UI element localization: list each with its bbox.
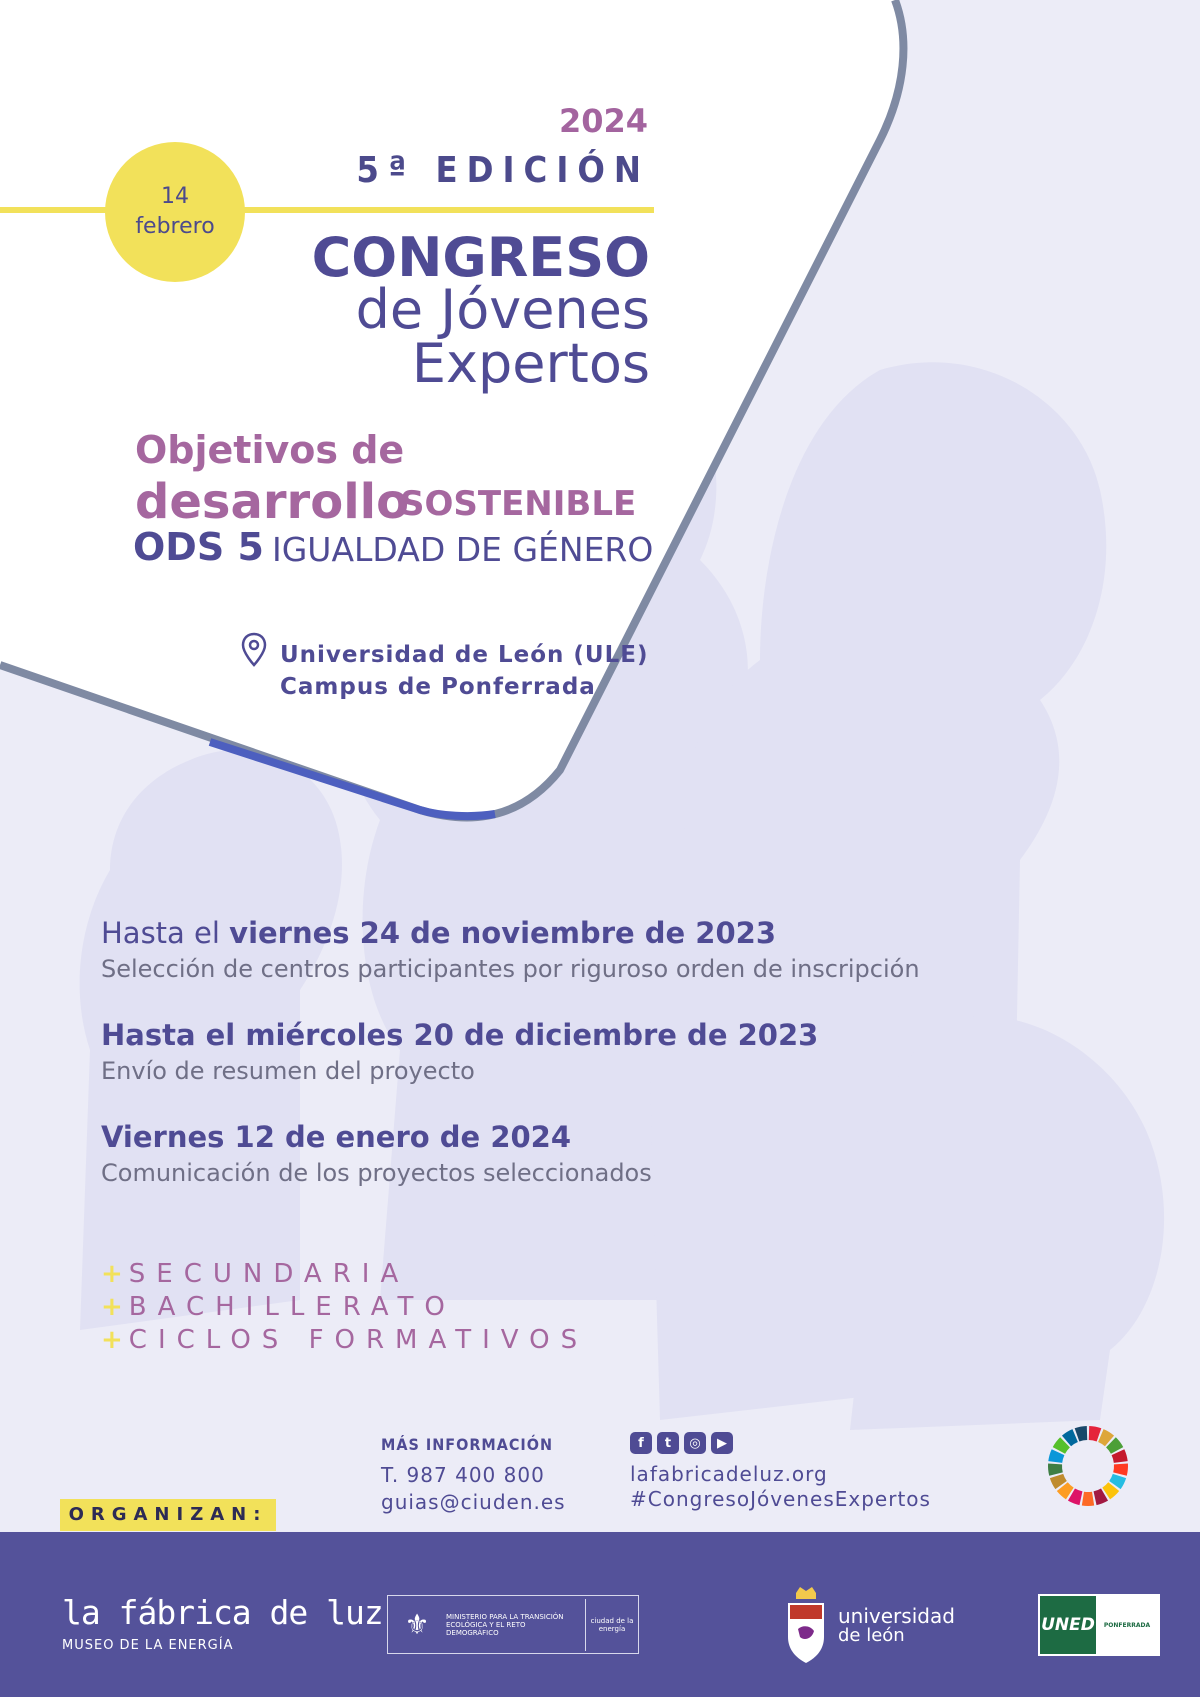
deadline-3-desc: Comunicación de los proyectos seleccionados [101,1159,652,1187]
fabrica-logo-sub: MUSEO DE LA ENERGÍA [62,1638,234,1653]
deadline-1-date: viernes 24 de noviembre de 2023 [229,916,776,950]
ministry-logo [387,1595,639,1654]
ule-crest-icon [784,1585,828,1665]
ule-logo-line-2: de león [838,1625,905,1646]
deadline-1-heading [101,916,776,950]
twitter-icon[interactable]: t [657,1432,679,1454]
uned-logo-sub: PONFERRADA [1096,1596,1158,1654]
social-icons [630,1432,733,1454]
level-label: BACHILLERATO [128,1292,456,1322]
theme-line-2b: SOSTENIBLE [400,484,637,524]
level-item [101,1292,456,1322]
sdg-wheel-segment [1048,1464,1063,1476]
ministry-text: MINISTERIO PARA LA TRANSICIÓN ECOLÓGICA Y EL RETO DEMOGRÁFICO [446,1612,564,1637]
uned-logo-text: UNED [1040,1596,1096,1654]
date-day: 14 [161,184,189,209]
spain-crest-icon: ⚜ [404,1607,430,1641]
plus-icon: + [101,1292,125,1322]
sdg-wheel-segment [1082,1492,1094,1506]
plus-icon: + [101,1259,125,1289]
instagram-icon[interactable]: ◎ [684,1432,706,1454]
hashtag: #CongresoJóvenesExpertos [630,1487,931,1511]
edition-label: 5ª EDICIÓN [356,150,650,191]
location-line-1: Universidad de León (ULE) [280,642,649,668]
ods-text: IGUALDAD DE GÉNERO [272,530,654,569]
sdg-wheel-segment [1113,1464,1128,1476]
level-label: CICLOS FORMATIVOS [128,1325,589,1355]
title-line-2: de Jóvenes [355,278,650,341]
info-title: MÁS INFORMACIÓN [381,1435,554,1454]
theme-line-2a: desarrollo [135,474,410,530]
plus-icon: + [101,1325,125,1355]
organizers-label: ORGANIZAN: [60,1499,276,1531]
level-item [101,1325,588,1355]
uned-logo [1038,1594,1160,1656]
date-month: febrero [135,214,215,239]
website-link[interactable]: lafabricadeluz.org [630,1462,828,1486]
theme-line-1: Objetivos de [135,428,405,472]
title-line-3: Expertos [411,332,650,395]
sdg-wheel-icon [1046,1424,1130,1508]
fabrica-logo-name: la fábrica de luz [62,1593,383,1632]
youtube-icon[interactable]: ▶ [711,1432,733,1454]
ule-logo-line-1: universidad [838,1604,955,1628]
ods-label: ODS 5 [133,525,264,569]
facebook-icon[interactable]: f [630,1432,652,1454]
deadline-1-prefix: Hasta el [101,916,230,950]
deadline-3-heading: Viernes 12 de enero de 2024 [101,1120,572,1154]
deadline-1-desc: Selección de centros participantes por riguroso orden de inscripción [101,955,920,983]
info-email[interactable]: guias@ciuden.es [381,1490,566,1514]
deadline-2-desc: Envío de resumen del proyecto [101,1057,475,1085]
level-item [101,1259,409,1289]
ciuden-text: ciudad de la energía [585,1599,638,1651]
event-year: 2024 [558,102,648,140]
info-phone: T. 987 400 800 [381,1463,545,1487]
deadline-2-heading: Hasta el miércoles 20 de diciembre de 2023 [101,1018,819,1052]
level-label: SECUNDARIA [128,1259,410,1289]
title-line-1: CONGRESO [311,226,650,289]
date-badge [105,142,245,282]
map-pin-icon [240,632,268,668]
location-line-2: Campus de Ponferrada [280,674,596,700]
